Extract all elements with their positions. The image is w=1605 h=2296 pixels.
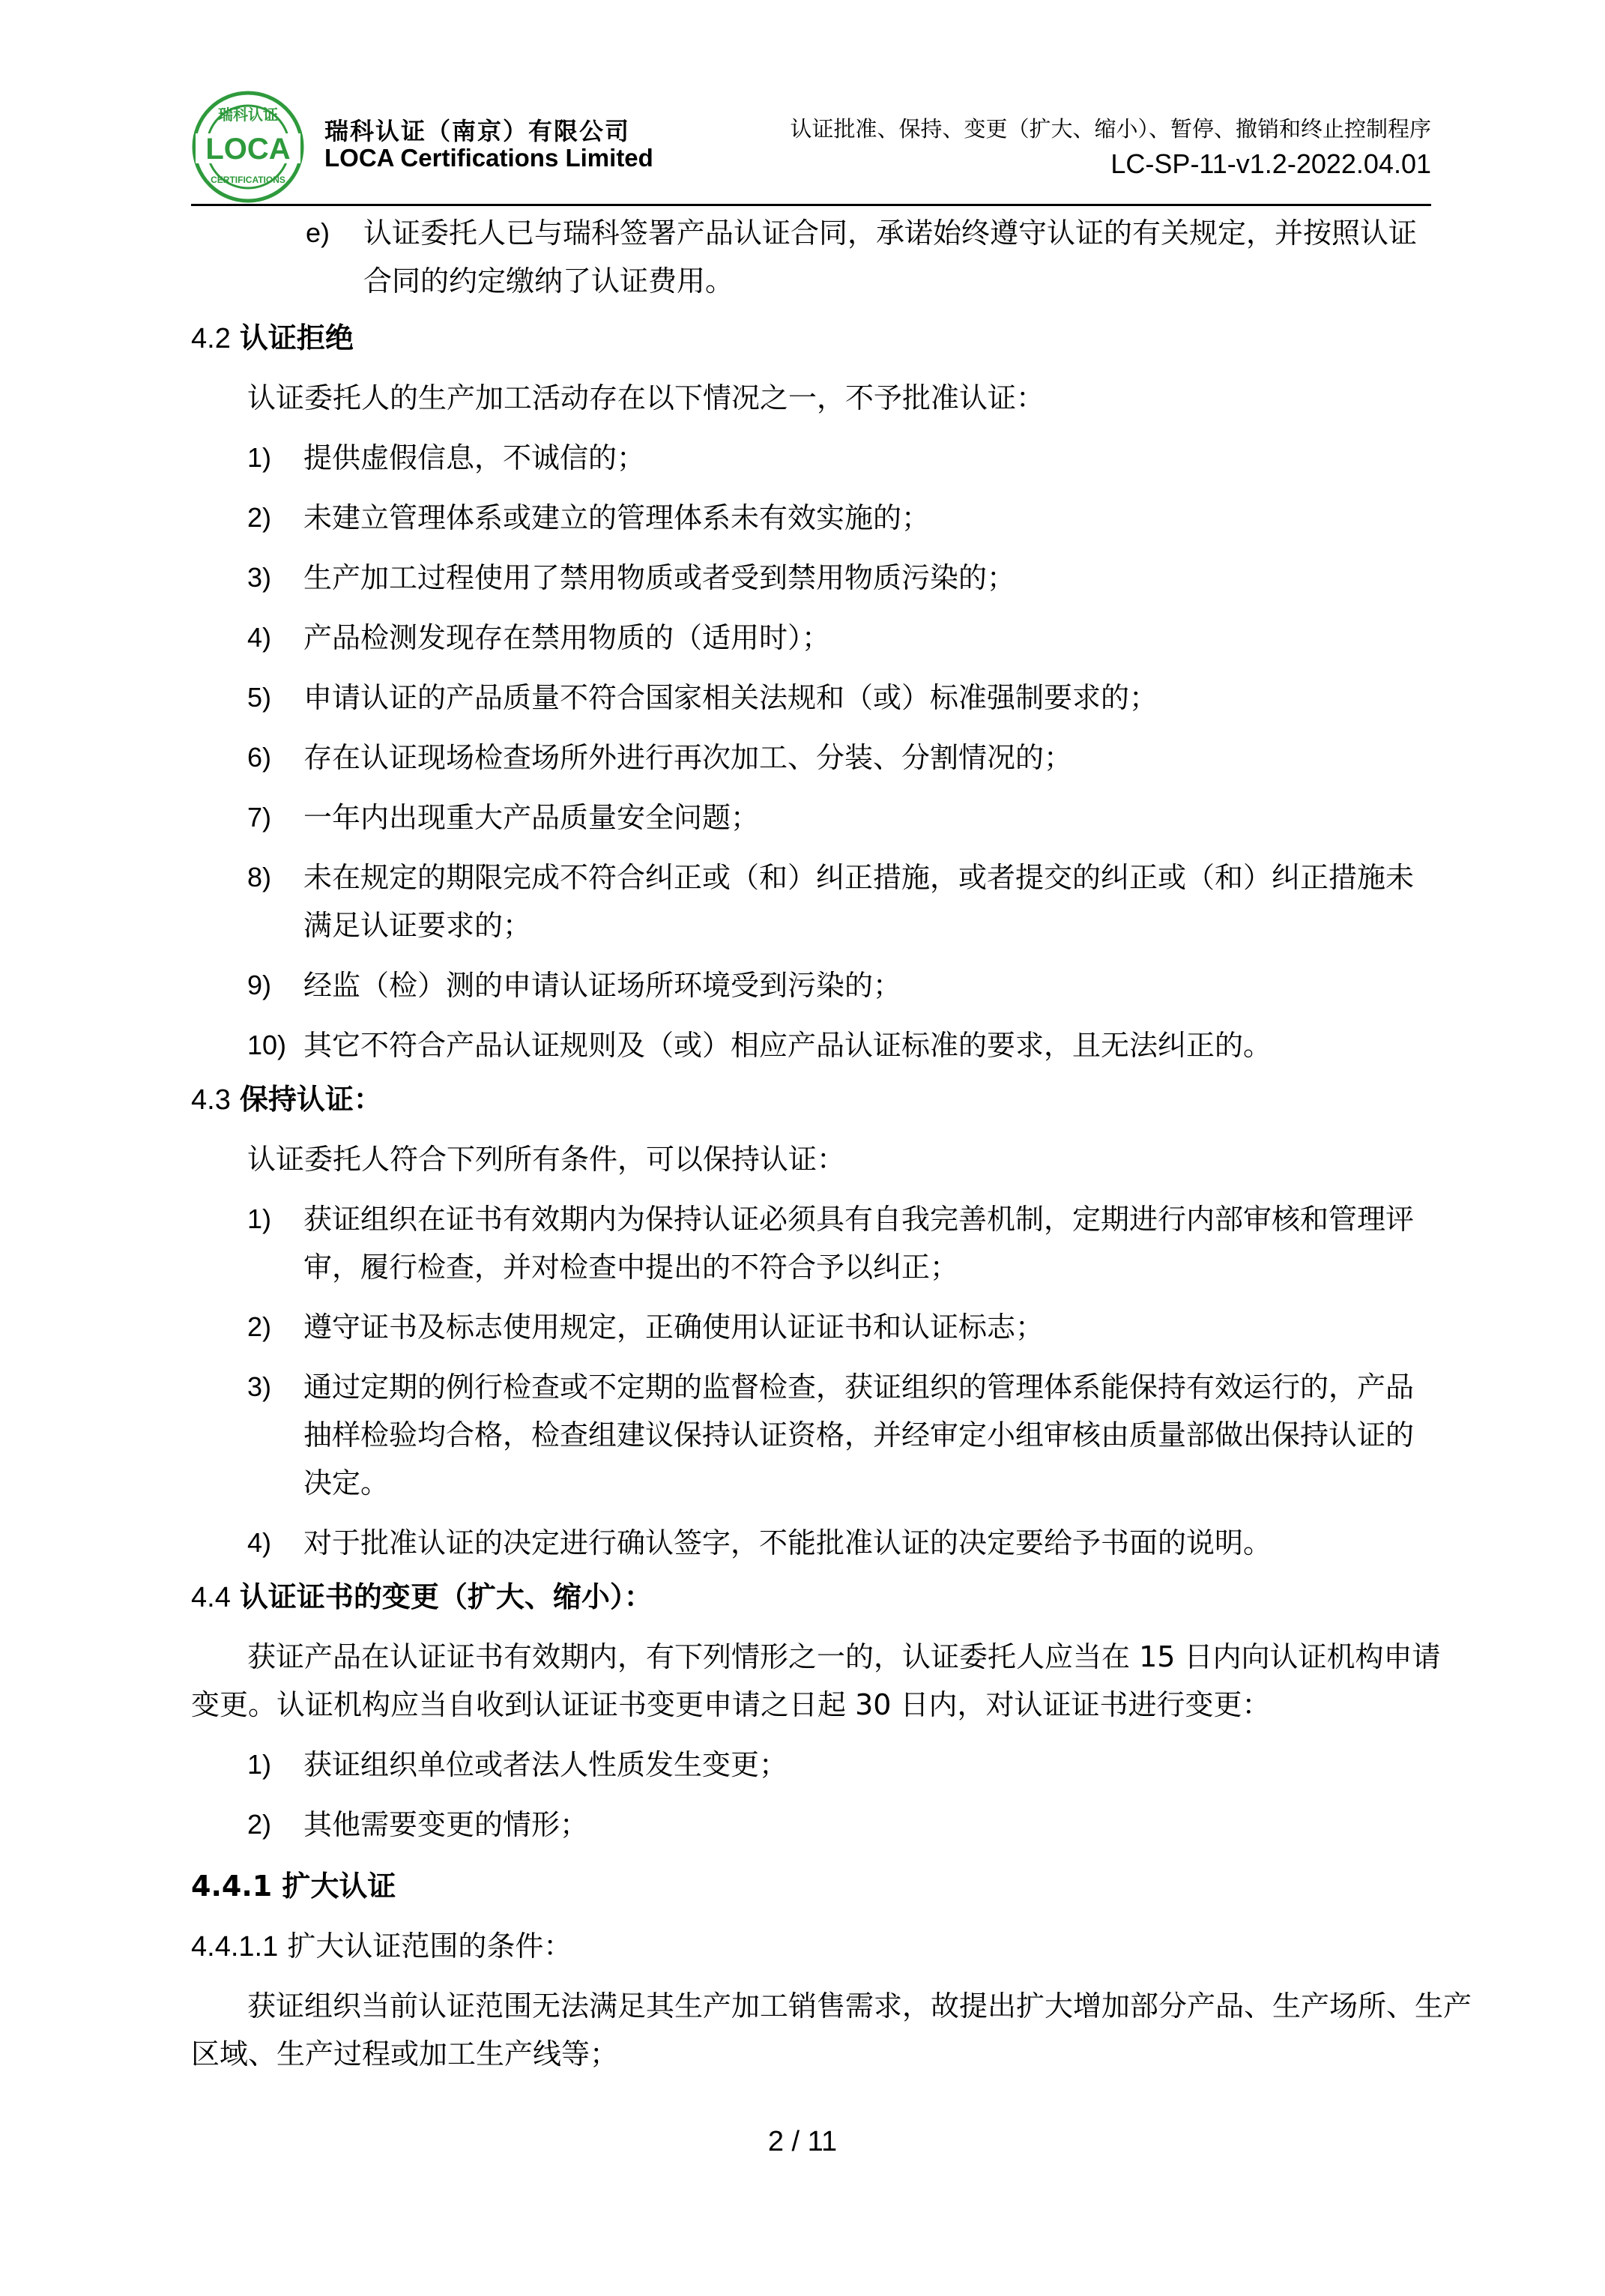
section-heading [191, 321, 354, 354]
subsection-heading [191, 1932, 572, 1961]
list-item-text: 未在规定的期限完成不符合纠正或（和）纠正措施，或者提交的纠正或（和）纠正措施未 [303, 861, 1415, 894]
list-marker: 5) [247, 682, 272, 713]
loca-logo [191, 90, 305, 204]
list-marker: 4) [247, 622, 272, 653]
list-marker: 4) [247, 1527, 272, 1558]
list-item-text: 经监（检）测的申请认证场所环境受到污染的； [303, 969, 902, 1002]
paragraph: 认证委托人符合下列所有条件，可以保持认证： [247, 1143, 846, 1176]
document-title: 认证批准、保持、变更（扩大、缩小）、暂停、撤销和终止控制程序 [790, 116, 1431, 142]
company-name-en: LOCA Certifications Limited [324, 144, 653, 172]
list-marker: 8) [247, 862, 272, 892]
list-item-text: 决定。 [303, 1466, 390, 1499]
list-item-text: 一年内出现重大产品质量安全问题； [303, 801, 760, 834]
list-item-text: 提供虚假信息，不诚信的； [303, 441, 646, 474]
list-marker: 7) [247, 802, 272, 833]
list-marker: 9) [247, 970, 272, 1000]
section-title: 保持认证： [239, 1083, 382, 1116]
paragraph: 获证组织当前认证范围无法满足其生产加工销售需求，故提出扩大增加部分产品、生产场所、生产 [247, 1990, 1472, 2022]
list-marker: 3) [247, 562, 272, 593]
list-marker: 1) [247, 1203, 272, 1234]
paragraph: 变更。认证机构应当自收到认证证书变更申请之日起 30 日内，对认证证书进行变更： [191, 1688, 1271, 1721]
paragraph: 获证产品在认证证书有效期内，有下列情形之一的，认证委托人应当在 15 日内向认证机构申请 [247, 1640, 1441, 1673]
list-item-text: 满足认证要求的； [303, 909, 532, 942]
page-header [191, 90, 1431, 206]
list-item-text: 其他需要变更的情形； [303, 1808, 589, 1841]
logo-wordmark: LOCA [205, 133, 291, 166]
document-code: LC-SP-11-v1.2-2022.04.01 [1110, 148, 1431, 179]
list-item-text: 合同的约定缴纳了认证费用。 [363, 265, 734, 297]
list-item-text: 生产加工过程使用了禁用物质或者受到禁用物质污染的； [303, 561, 1016, 594]
list-item-text: 审，履行检查，并对检查中提出的不符合予以纠正； [303, 1251, 959, 1284]
list-item-text: 通过定期的例行检查或不定期的监督检查，获证组织的管理体系能保持有效运行的，产品 [303, 1371, 1415, 1404]
subsection-heading: 4.4.1 扩大认证 [191, 1870, 396, 1903]
section-number: 4.4.1.1 [191, 1931, 279, 1963]
list-item-text: 未建立管理体系或建立的管理体系未有效实施的； [303, 501, 931, 534]
list-marker: 6) [247, 742, 272, 773]
section-title: 认证拒绝 [239, 321, 354, 354]
list-item-text: 获证组织在证书有效期内为保持认证必须具有自我完善机制，定期进行内部审核和管理评 [303, 1203, 1415, 1236]
list-item-text: 存在认证现场检查场所外进行再次加工、分装、分割情况的； [303, 741, 1073, 774]
section-heading [191, 1085, 382, 1114]
list-marker: 2) [247, 1809, 272, 1840]
list-marker: 1) [247, 442, 272, 473]
list-item-text: 产品检测发现存在禁用物质的（适用时）； [303, 621, 831, 654]
list-marker: 3) [247, 1371, 272, 1402]
list-marker: e) [306, 217, 330, 248]
list-item-text: 抽样检验均合格，检查组建议保持认证资格，并经审定小组审核由质量部做出保持认证的 [303, 1419, 1415, 1451]
section-title: 认证证书的变更（扩大、缩小）： [239, 1580, 653, 1613]
logo-ring-text: CERTIFICATIONS [211, 175, 285, 185]
section-number: 4.4 [191, 1582, 231, 1613]
logo-cn-text: 瑞科认证 [218, 106, 278, 124]
section-number: 4.3 [191, 1084, 231, 1116]
list-item-text: 遵守证书及标志使用规定，正确使用认证证书和认证标志； [303, 1311, 1045, 1344]
list-marker: 2) [247, 1311, 272, 1342]
list-item-text: 对于批准认证的决定进行确认签字，不能批准认证的决定要给予书面的说明。 [303, 1526, 1272, 1559]
section-number: 4.2 [191, 323, 231, 354]
list-marker: 1) [247, 1749, 272, 1780]
list-marker: 10) [247, 1030, 287, 1060]
list-item-text: 其它不符合产品认证规则及（或）相应产品认证标准的要求，且无法纠正的。 [303, 1029, 1272, 1062]
company-name-cn: 瑞科认证（南京）有限公司 [324, 117, 631, 145]
list-marker: 2) [247, 502, 272, 533]
loca-logo-graphic [191, 90, 305, 204]
section-title: 扩大认证范围的条件： [287, 1930, 572, 1963]
paragraph: 认证委托人的生产加工活动存在以下情况之一，不予批准认证： [247, 381, 1045, 414]
list-item-text: 认证委托人已与瑞科签署产品认证合同，承诺始终遵守认证的有关规定，并按照认证 [363, 217, 1418, 250]
paragraph: 区域、生产过程或加工生产线等； [191, 2037, 619, 2070]
list-item-text: 申请认证的产品质量不符合国家相关法规和（或）标准强制要求的； [303, 681, 1158, 714]
list-item-text: 获证组织单位或者法人性质发生变更； [303, 1748, 788, 1781]
section-heading [191, 1580, 653, 1613]
page-number: 2 / 11 [767, 2126, 838, 2157]
